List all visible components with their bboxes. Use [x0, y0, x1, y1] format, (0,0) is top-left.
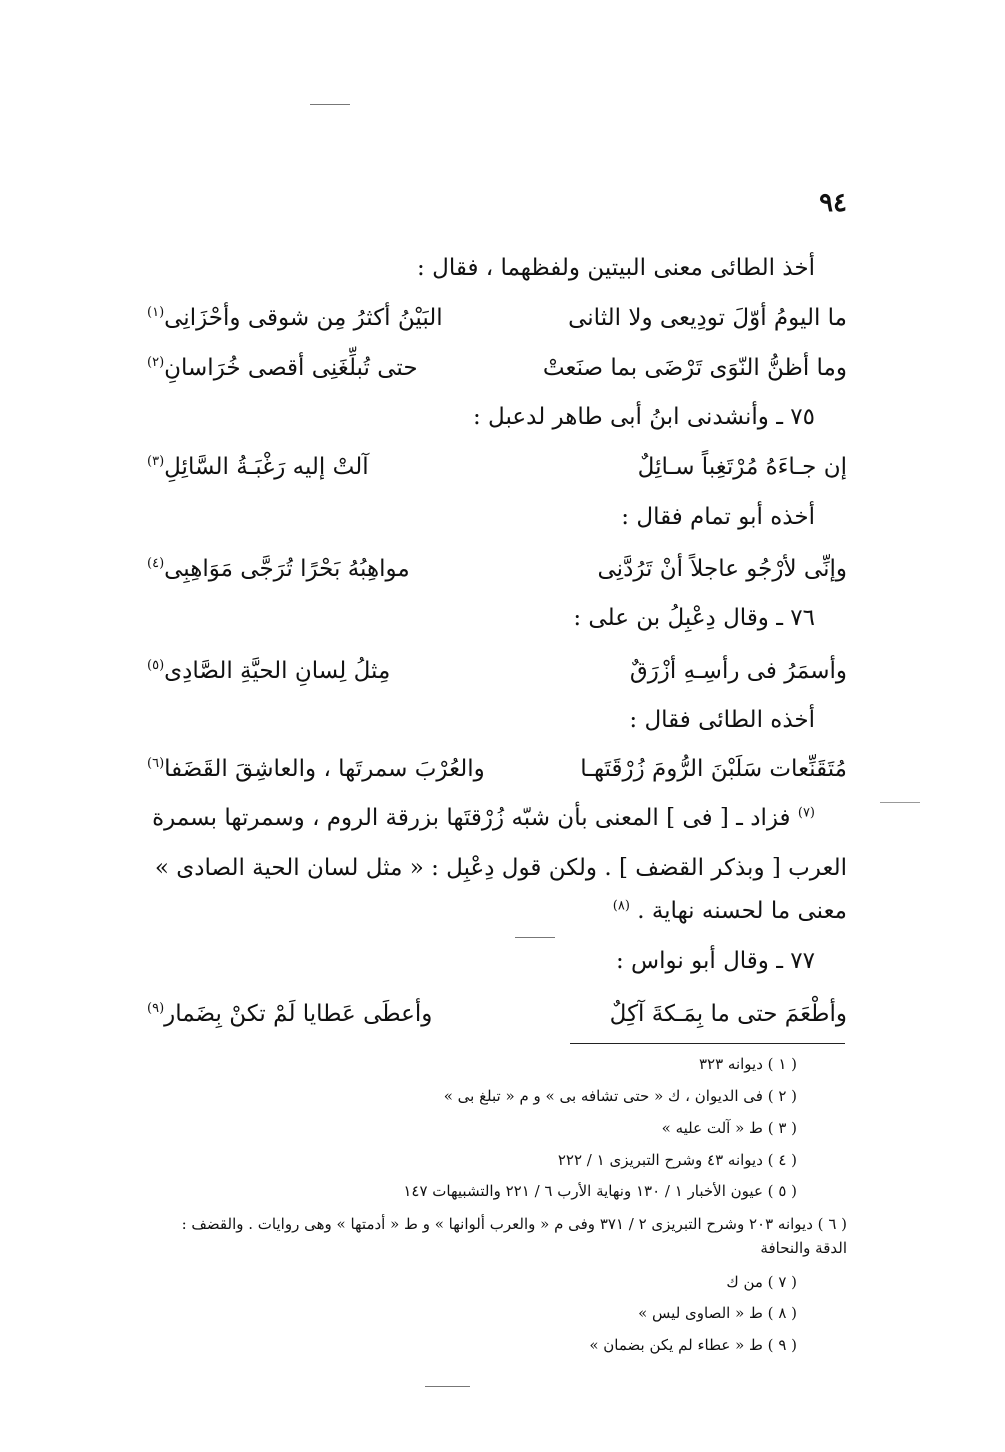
note-ref: (٩): [147, 1001, 165, 1017]
hemistich-text: آلتْ إليه رَغْبَـةُ السَّائِلِ: [164, 454, 369, 480]
top-rule: [310, 104, 350, 105]
hemistich-second: [147, 454, 369, 480]
prose-line: أخذه أبو تمام فقال :: [621, 504, 815, 530]
verse-line: [147, 305, 847, 331]
margin-mark: [880, 802, 920, 803]
note-ref: (٤): [147, 556, 165, 572]
hemistich-second: [147, 756, 485, 782]
hemistich-first: إن جـاءَهُ مُرْتَغِباً سـائِلٌ: [637, 454, 847, 480]
hemistich-second: [147, 305, 443, 331]
prose-line: العرب [ وبذكر القضف ] . ولكن قول دِعْبِل : « مثل لسان الحية الصادى »: [154, 855, 847, 881]
note-num: ٥: [152, 658, 160, 674]
hemistich-text: حتى تُبلِّغَنِى أقصى خُرَاسانِ: [164, 355, 418, 381]
note-ref: (٢): [147, 355, 165, 371]
note-num: ٧: [802, 805, 810, 821]
hemistich-first: وأسمَرُ فى رأسِـهِ أزْرَقٌ: [629, 658, 847, 684]
prose-line: أخذ الطائى معنى البيتين ولفظهما ، فقال :: [417, 255, 815, 281]
footnote: ( ٦ ) ديوانه ٢٠٣ وشرح التبريزى ٢ / ٣٧١ وفى م « والعرب ألوانها » و ط « أدمتها » وهى روايات . والقضف : الدقة والنحافة: [181, 1215, 847, 1257]
prose-line: [152, 805, 815, 831]
hemistich-text: والعُرْبَ سمرتَها ، والعاشِقَ القَضَفا: [164, 756, 485, 782]
page-number: ٩٤: [819, 188, 847, 218]
verse-line: [147, 658, 847, 684]
note-ref: (٣): [147, 454, 165, 470]
bottom-rule: [425, 1386, 470, 1387]
note-num: ٤: [152, 556, 160, 572]
prose-line: أخذه الطائى فقال :: [629, 707, 815, 733]
footnote-separator: [570, 1043, 845, 1044]
note-ref: (٦): [147, 756, 165, 772]
verse-line: [147, 355, 847, 381]
note-ref: (١): [147, 305, 165, 321]
note-num: ٣: [152, 454, 160, 470]
section-heading: ٧٧ ـ وقال أبو نواس :: [615, 948, 815, 974]
footnote: ( ٤ ) ديوانه ٤٣ وشرح التبريزى ١ / ٢٢٢: [557, 1151, 797, 1169]
footnote: ( ٧ ) من ك: [726, 1273, 797, 1291]
hemistich-second: [147, 1001, 432, 1027]
section-heading: ٧٥ ـ وأنشدنى ابنُ أبى طاهر لدعبل :: [472, 404, 815, 430]
footnote: ( ٣ ) ط « آلت عليه »: [661, 1119, 797, 1137]
hemistich-text: وأعطَى عَطايا لَمْ تكنْ بِضَمار: [164, 1001, 433, 1027]
hemistich-second: [147, 556, 410, 582]
hemistich-second: [147, 355, 418, 381]
hemistich-first: مُتَقَنِّعات سَلَبْنَ الرُّومَ زُرْقَتَهـا: [580, 756, 847, 782]
footnote: ( ٩ ) ط « عطاء لم يكن بضمان »: [589, 1336, 797, 1354]
hemistich-first: وما أظنُّ النّوَى تَرْضَى بما صنَعتْ: [542, 355, 847, 381]
note-num: ٢: [152, 355, 160, 371]
footnote: ( ٥ ) عيون الأخبار ١ / ١٣٠ ونهاية الأرب ٦ / ٢٢١ والتشبيهات ١٤٧: [403, 1182, 797, 1200]
note-num: ١: [152, 305, 160, 321]
hemistich-first: وإنِّى لأرْجُو عاجلاً أنْ تَرُدَّنِى: [597, 556, 847, 582]
divider: [515, 937, 555, 938]
prose-text: معنى ما لحسنه نهاية .: [637, 898, 847, 924]
note-ref: (٨): [612, 898, 630, 914]
note-ref: (٧): [797, 805, 815, 821]
hemistich-text: مواهِبُهُ بَحْرًا تُرَجَّى مَوَاهِبِى: [164, 556, 410, 582]
hemistich-first: وأطْعَمَ حتى ما بِمَـكةَ آكِلٌ: [609, 1001, 847, 1027]
verse-line: [147, 454, 847, 480]
verse-line: [147, 556, 847, 582]
section-heading: ٧٦ ـ وقال دِعْبِلُ بن على :: [573, 605, 815, 631]
footnote: ( ١ ) ديوانه ٣٢٣: [698, 1055, 797, 1073]
prose-text: فزاد ـ [ فى ] المعنى بأن شبّه زُرْقتَها بزرقة الروم ، وسمرتها بسمرة: [152, 805, 791, 831]
hemistich-text: البَيْنُ أكثرُ مِن شوقى وأحْزَانِى: [164, 305, 443, 331]
note-num: ٦: [152, 756, 160, 772]
prose-line: [613, 898, 847, 924]
hemistich-text: مِثلُ لِسانِ الحيَّةِ الصَّادِى: [164, 658, 391, 684]
hemistich-first: ما اليومُ أوّلَ تودِيعى ولا الثانى: [568, 305, 847, 331]
note-num: ٨: [617, 898, 625, 914]
footnote: ( ٢ ) فى الديوان ، ك « حتى تشافه بى » و م « تبلغ بى »: [443, 1087, 797, 1105]
note-ref: (٥): [147, 658, 165, 674]
verse-line: [147, 1001, 847, 1027]
hemistich-second: [147, 658, 390, 684]
note-num: ٩: [152, 1001, 160, 1017]
footnote: ( ٨ ) ط « الصاوى ليس »: [638, 1304, 797, 1322]
verse-line: [147, 756, 847, 782]
